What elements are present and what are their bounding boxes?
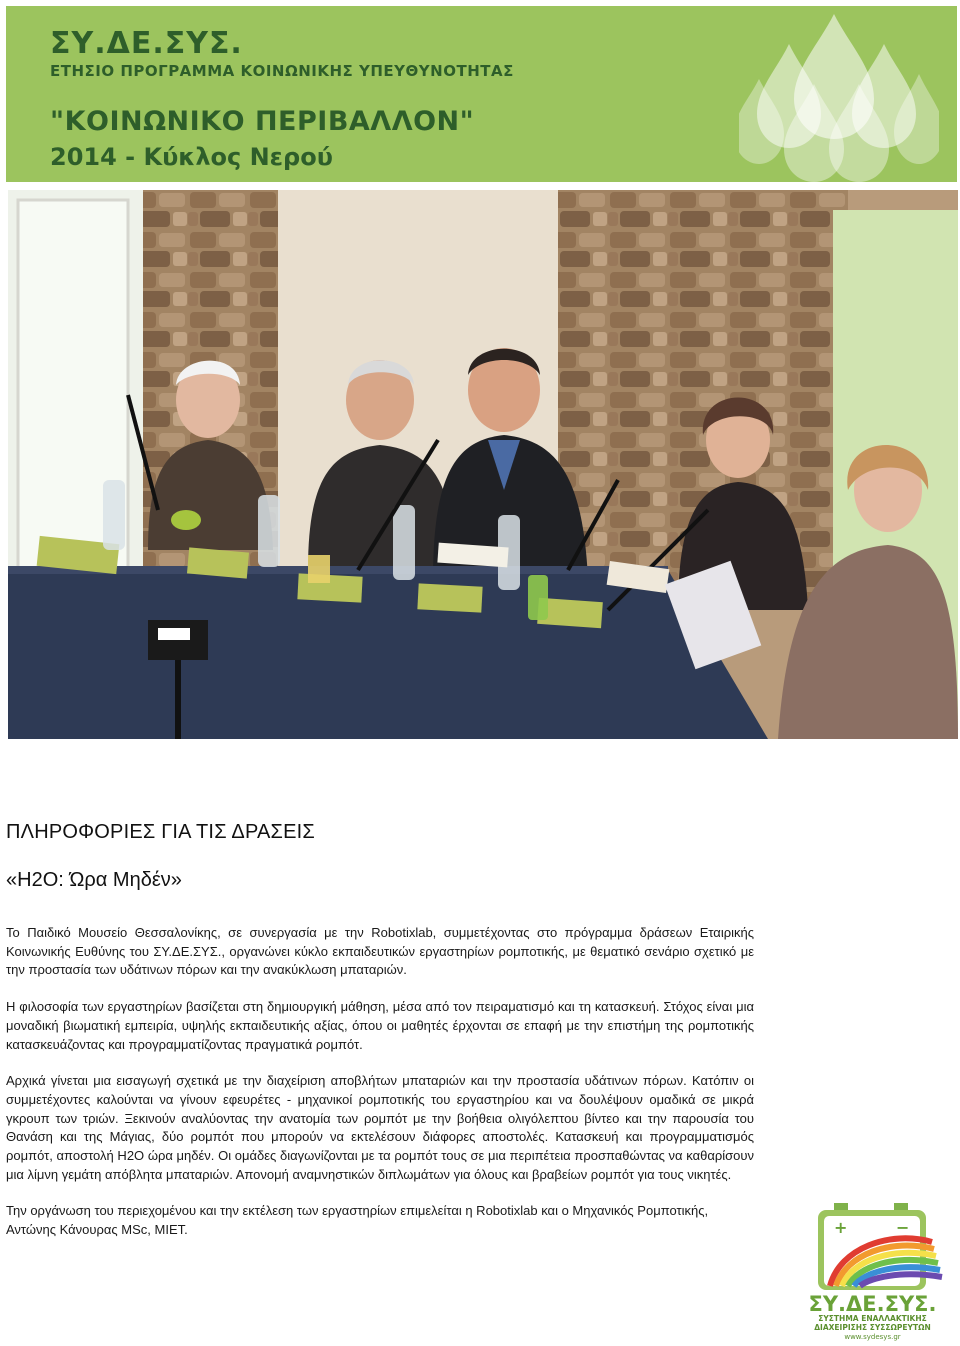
paragraph-organization: Την οργάνωση του περιεχομένου και την εκτέλεση των εργαστηρίων επιμελείται η Robotixlab και ο Μηχανικός Ρομποτικής, Αντώνης Κάνουρας MSc, MIET. xyxy=(6,1203,709,1238)
section-title: ΠΛΗΡΟΦΟΡΙΕΣ ΓΙΑ ΤΙΣ ΔΡΑΣΕΙΣ xyxy=(6,821,315,843)
sydesys-logo xyxy=(800,1200,945,1342)
logo-title: ΣΥ.ΔΕ.ΣΥΣ. xyxy=(808,1292,937,1316)
logo-subtitle xyxy=(800,1314,945,1332)
banner-program: ΕΤΗΣΙΟ ΠΡΟΓΡΑΜΜΑ ΚΟΙΝΩΝΙΚΗΣ ΥΠΕΥΘΥΝΟΤΗΤΑΣ xyxy=(50,62,514,80)
banner-cycle: - Κύκλος Νερού xyxy=(116,143,333,171)
body-text xyxy=(6,924,754,1258)
banner-year: 2014 xyxy=(50,143,117,171)
banner-year-line xyxy=(50,143,514,171)
banner-campaign: "ΚΟΙΝΩΝΙΚΟ ΠΕΡΙΒΑΛΛΟΝ" xyxy=(50,106,475,137)
banner-org-name: ΣΥ.ΔΕ.ΣΥΣ. xyxy=(50,26,243,61)
battery-minus-label: − xyxy=(896,1218,910,1237)
photo-illustration xyxy=(8,190,958,739)
paragraph-philosophy: Η φιλοσοφία των εργαστηρίων βασίζεται στη δημιουργική μάθηση, μέσα από τον πειραματισμό και τη κατασκευή. Στόχος είναι μια μοναδική βιωματική εμπειρία, υψηλής εκπαιδευτικής αξίας, όπου οι μαθητές έρχονται σε επαφή με την επιστήμη της ρομποτικής κατασκευάζοντας και προγραμματίζοντας πραγματικά ρομπότ. xyxy=(6,999,754,1052)
logo-url: www.sydesys.gr xyxy=(844,1333,901,1341)
header-banner xyxy=(6,6,957,182)
press-conference-photo xyxy=(8,190,958,739)
logo-subtitle-line-1: ΣΥΣΤΗΜΑ ΕΝΑΛΛΑΚΤΙΚΗΣ xyxy=(818,1314,927,1323)
paragraph-intro: Το Παιδικό Μουσείο Θεσσαλονίκης, σε συνεργασία με την Robotixlab, συμμετέχοντας στο πρόγραμμα δράσεων Εταιρικής Κοινωνικής Ευθύνης του ΣΥ.ΔΕ.ΣΥΣ., οργανώνει κύκλο εκπαιδευτικών εργαστηρίων ρομποτικής, με θεματικό σενάριο σχετικό με την προστασία των υδάτινων πόρων και την ανακύκλωση μπαταριών. xyxy=(6,925,754,978)
logo-subtitle-line-2: ΔΙΑΧΕΙΡΙΣΗΣ ΣΥΣΣΩΡΕΥΤΩΝ xyxy=(814,1323,931,1332)
water-drops-icon xyxy=(739,14,939,182)
paragraph-program: Αρχικά γίνεται μια εισαγωγή σχετικά με την διαχείριση αποβλήτων μπαταριών και την προστασία υδάτινων πόρων. Κατόπιν οι συμμετέχοντες καλούνται να γίνουν εφευρέτες - μηχανικοί ρομποτικής του εργαστηρίου και να δουλέψουν ομαδικά σε μικρά γκρουπ των τριών. Ξεκινούν αναλύοντας την ανατομία των ρομπότ με την βοήθεια ολιγόλεπτου βίντεο και την παρουσία του Θανάση και της Μάγιας, δύο ρομπότ που μπορούν να εκτελέσουν διάφορες αποστολές. Κατασκευή και προγραμματισμός ρομπότ, αποστολή H2O ώρα μηδέν. Οι ομάδες διαγωνίζονται με τα ρομπότ τους σε μια περιπέτεια προσπαθώντας να καθαρίσουν μια λίμνη γεμάτη απόβλητα μπαταριών. Απονομή αναμνηστικών διπλωμάτων για όλους και βραβείων ρομπότ για τους νικητές. xyxy=(6,1073,754,1182)
battery-rainbow-icon xyxy=(800,1200,945,1292)
section-subtitle: «H2O: Ώρα Μηδέν» xyxy=(6,869,182,891)
banner-text-block xyxy=(50,28,514,171)
battery-plus-label: + xyxy=(834,1218,848,1237)
